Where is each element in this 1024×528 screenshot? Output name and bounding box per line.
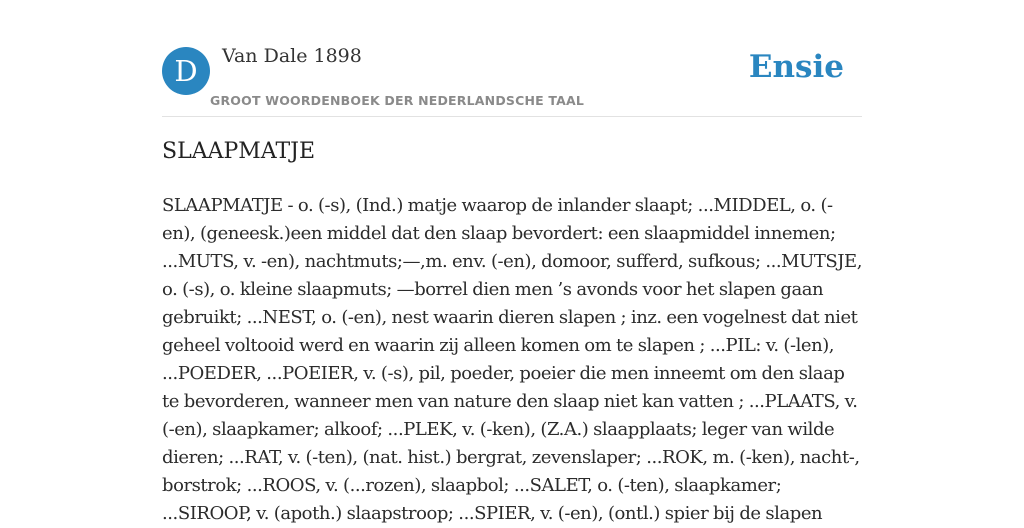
dictionary-logo[interactable]: D	[162, 47, 210, 95]
brand-logo[interactable]: Ensie	[748, 49, 844, 85]
site-header	[162, 0, 862, 117]
entry-headword: SLAAPMATJE	[162, 139, 316, 164]
dictionary-title[interactable]: Van Dale 1898	[222, 45, 362, 67]
entry-definition: SLAAPMATJE - o. (-s), (Ind.) matje waarop de inlander slaapt; ...MIDDEL, o. (-en), (geneesk.)een middel dat den slaap bevordert: een slaapmiddel innemen; ...MUTS, v. -en), nachtmuts;—,m. env. (-en), domoor, sufferd, sufkous; ...MUTSJE, o. (-s), o. kleine slaapmuts; —borrel dien men ’s avonds voor het slapen gaan gebruikt; ...NEST, o. (-en), nest waarin dieren slapen ; inz. een vogelnest dat niet geheel voltooid werd en waarin zij alleen komen om te slapen ; ...PIL: v. (-len), ...POEDER, ...POEIER, v. (-s), pil, poeder, poeier die men inneemt om den slaap te bevorderen, wanneer men van nature den slaap niet kan vatten ; ...PLAATS, v. (-en), slaapkamer; alkoof; ...PLEK, v. (-ken), (Z.A.) slaapplaats; leger van wilde dieren; ...RAT, v. (-ten), (nat. hist.) bergrat, zevenslaper; ...ROK, m. (-ken), nacht-, borstrok; ...ROOS, v. (...rozen), slaapbol; ...SALET, o. (-ten), slaapkamer; ...SIROOP, v. (apoth.) slaapstroop; ...SPIER, v. (-en), (ontl.) spier bij de slapen	[162, 195, 863, 524]
page	[162, 0, 863, 524]
dictionary-subtitle: GROOT WOORDENBOEK DER NEDERLANDSCHE TAAL	[210, 93, 585, 108]
